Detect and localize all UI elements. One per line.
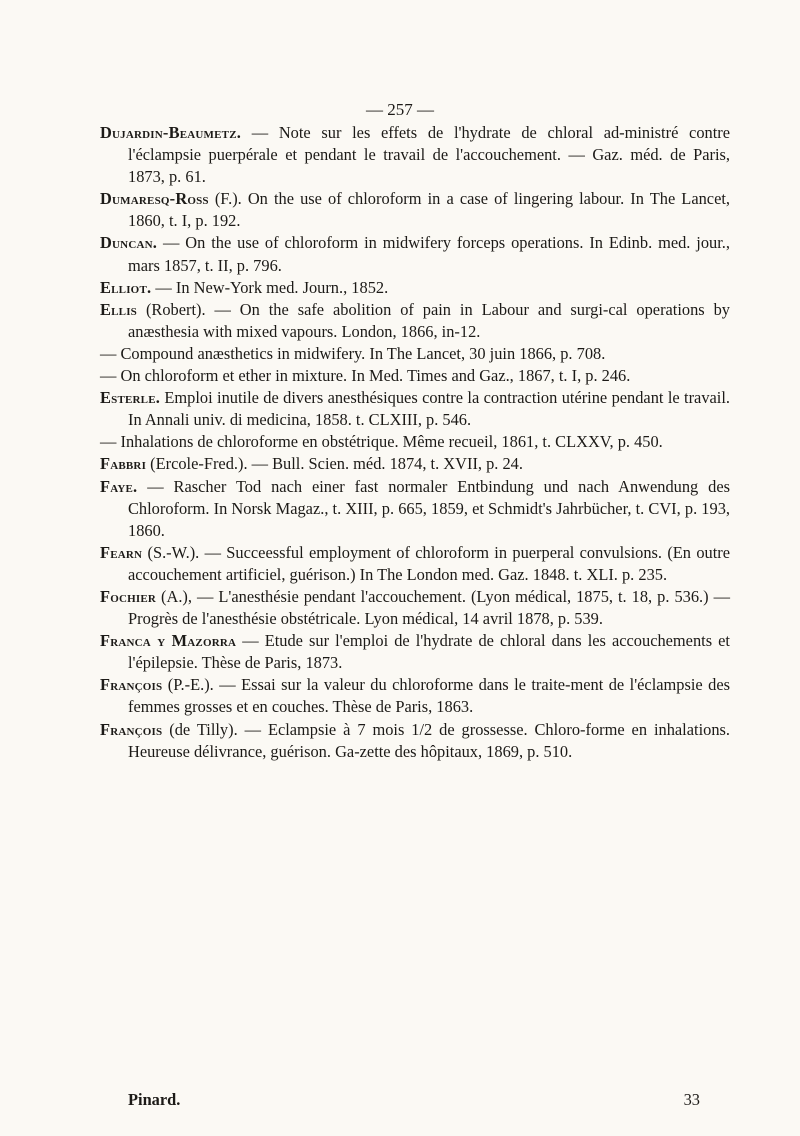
- entry-author: Faye.: [100, 476, 138, 496]
- bibliography-entry: [100, 277, 730, 299]
- bibliography-entry: [100, 542, 730, 586]
- signature-number: 33: [683, 1090, 700, 1109]
- page-number: — 257 —: [366, 100, 434, 119]
- entry-text: — Compound anæsthetics in midwifery. In The Lancet, 30 juin 1866, p. 708.: [100, 343, 606, 363]
- bibliography-entry: [100, 188, 730, 232]
- entry-text: (F.). On the use of chloroform in a case of lingering labour. In The Lancet, 1860, t. I, p. 192.: [128, 189, 730, 231]
- entry-author: François: [100, 719, 163, 739]
- entry-author: Elliot.: [100, 277, 152, 297]
- entry-text: — Inhalations de chloroforme en obstétrique. Même recueil, 1861, t. CLXXV, p. 450.: [100, 432, 663, 452]
- bibliography-entry: [100, 343, 730, 365]
- entry-text: Emploi inutile de divers anesthésiques contre la contraction utérine pendant le travail. In Annali univ. di medicina, 1858. t. CLXIII, p. 546.: [128, 388, 730, 430]
- entry-text: — On chloroform et ether in mixture. In Med. Times and Gaz., 1867, t. I, p. 246.: [100, 366, 631, 386]
- entry-text: (A.), — L'anesthésie pendant l'accouchement. (Lyon médical, 1875, t. 18, p. 536.) — Progrès de l'anesthésie obstétricale. Lyon médical, 14 avril 1878, p. 539.: [128, 586, 730, 629]
- entry-author: François: [100, 675, 163, 695]
- entry-text: (Robert). — On the safe abolition of pain in Labour and surgi-cal operations by anæsthesia with mixed vapours. London, 1866, in-12.: [128, 299, 730, 341]
- entry-text: — Note sur les effets de l'hydrate de chloral ad-ministré contre l'éclampsie puerpérale et pendant le travail de l'accouchement. — Gaz. méd. de Paris, 1873, p. 61.: [128, 123, 730, 187]
- entry-text: (P.-E.). — Essai sur la valeur du chloroforme dans le traite-ment de l'éclampsie des femmes grosses et en couches. Thèse de Paris, 1863.: [128, 675, 730, 717]
- entry-author: Ellis: [100, 299, 138, 319]
- entry-author: Dumaresq-Ross: [100, 189, 209, 209]
- bibliography-entry: [100, 476, 730, 542]
- bibliography-list: [100, 122, 730, 763]
- entry-text: (de Tilly). — Eclampsie à 7 mois 1/2 de grossesse. Chloro-forme en inhalations. Heureuse délivrance, guérison. Ga-zette des hôpitaux, 1869, p. 510.: [128, 719, 730, 761]
- entry-text: (Ercole-Fred.). — Bull. Scien. méd. 1874, t. XVII, p. 24.: [146, 454, 523, 474]
- entry-text: — On the use of chloroform in midwifery forceps operations. In Edinb. med. jour., mars 1857, t. II, p. 796.: [128, 233, 730, 275]
- entry-author: Dujardin-Beaumetz.: [100, 123, 242, 142]
- bibliography-entry: [100, 719, 730, 763]
- bibliography-entry: [100, 365, 730, 387]
- bibliography-entry: [100, 453, 730, 475]
- entry-author: Duncan.: [100, 233, 158, 253]
- signature-mark: Pinard.: [128, 1090, 181, 1109]
- bibliography-entry: [100, 299, 730, 343]
- entry-author: Fearn: [100, 542, 143, 562]
- bibliography-entry: [100, 122, 730, 188]
- bibliography-entry: [100, 431, 730, 453]
- bibliography-entry: [100, 630, 730, 674]
- entry-text: (S.-W.). — Succeessful employment of chloroform in puerperal convulsions. (En outre accouchement artificiel, guérison.) In The London med. Gaz. 1848. t. XLI. p. 235.: [128, 542, 730, 584]
- bibliography-entry: [100, 387, 730, 431]
- entry-text: — Etude sur l'emploi de l'hydrate de chloral dans les accouchements et l'épilepsie. Thèse de Paris, 1873.: [128, 631, 730, 673]
- bibliography-entry: [100, 674, 730, 718]
- entry-author: Fochier: [100, 586, 157, 606]
- entry-author: Franca y Mazorra: [100, 631, 237, 651]
- entry-author: Esterle.: [100, 388, 161, 408]
- entry-text: — Rascher Tod nach einer fast normaler Entbindung und nach Anwendung des Chloroform. In Norsk Magaz., t. XIII, p. 665, 1859, et Schmidt's Jahrbücher, t. CVI, p. 193, 1860.: [128, 476, 730, 540]
- page-footer: [128, 1090, 700, 1110]
- bibliography-entry: [100, 586, 730, 630]
- entry-author: Fabbri: [100, 454, 147, 474]
- entry-text: — In New-York med. Journ., 1852.: [151, 277, 389, 297]
- bibliography-entry: [100, 232, 730, 276]
